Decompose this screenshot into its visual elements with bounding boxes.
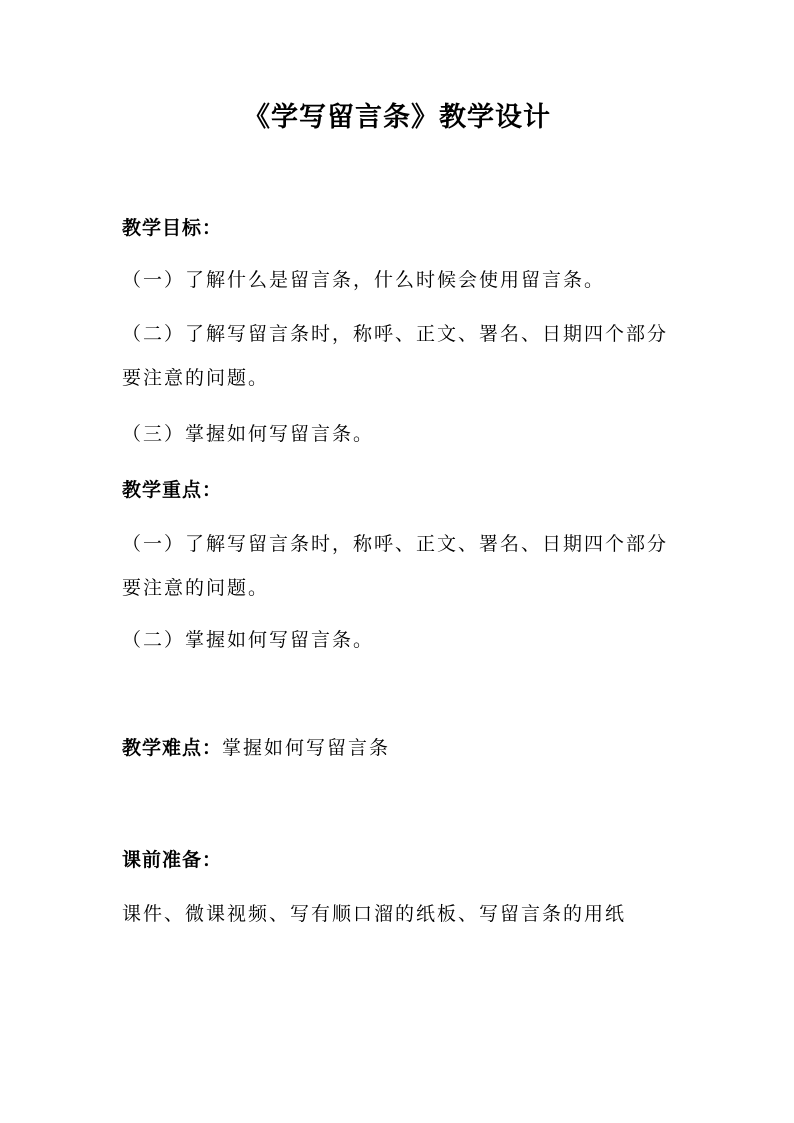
key-point-item-1-line-1: （一）了解写留言条时，称呼、正文、署名、日期四个部分 bbox=[122, 533, 669, 555]
key-point-item-1 bbox=[122, 530, 682, 602]
difficulty-heading: 教学难点： bbox=[122, 737, 223, 759]
key-points-heading: 教学重点： bbox=[122, 479, 223, 501]
preparation-text: 课件、微课视频、写有顺口溜的纸板、写留言条的用纸 bbox=[122, 903, 627, 925]
objective-item-2-line-1: （二）了解写留言条时，称呼、正文、署名、日期四个部分 bbox=[122, 323, 669, 345]
difficulty-text: 掌握如何写留言条 bbox=[222, 737, 391, 759]
document-title: 《学写留言条》教学设计 bbox=[243, 102, 551, 133]
objective-item-1 bbox=[122, 266, 682, 294]
key-point-item-2-line-1: （二）掌握如何写留言条。 bbox=[122, 629, 375, 651]
objective-item-2 bbox=[122, 320, 682, 392]
key-point-item-1-line-2: 要注意的问题。 bbox=[122, 577, 270, 599]
preparation-row bbox=[122, 900, 682, 928]
objective-item-2-line-2: 要注意的问题。 bbox=[122, 367, 270, 389]
objective-item-3 bbox=[122, 420, 682, 448]
objectives-heading: 教学目标： bbox=[122, 217, 223, 239]
key-point-item-2 bbox=[122, 626, 682, 654]
preparation-heading: 课前准备： bbox=[122, 849, 223, 871]
objective-item-3-line-1: （三）掌握如何写留言条。 bbox=[122, 423, 375, 445]
objective-item-1-line-1: （一）了解什么是留言条，什么时候会使用留言条。 bbox=[122, 269, 606, 291]
difficulty-row bbox=[122, 734, 682, 762]
